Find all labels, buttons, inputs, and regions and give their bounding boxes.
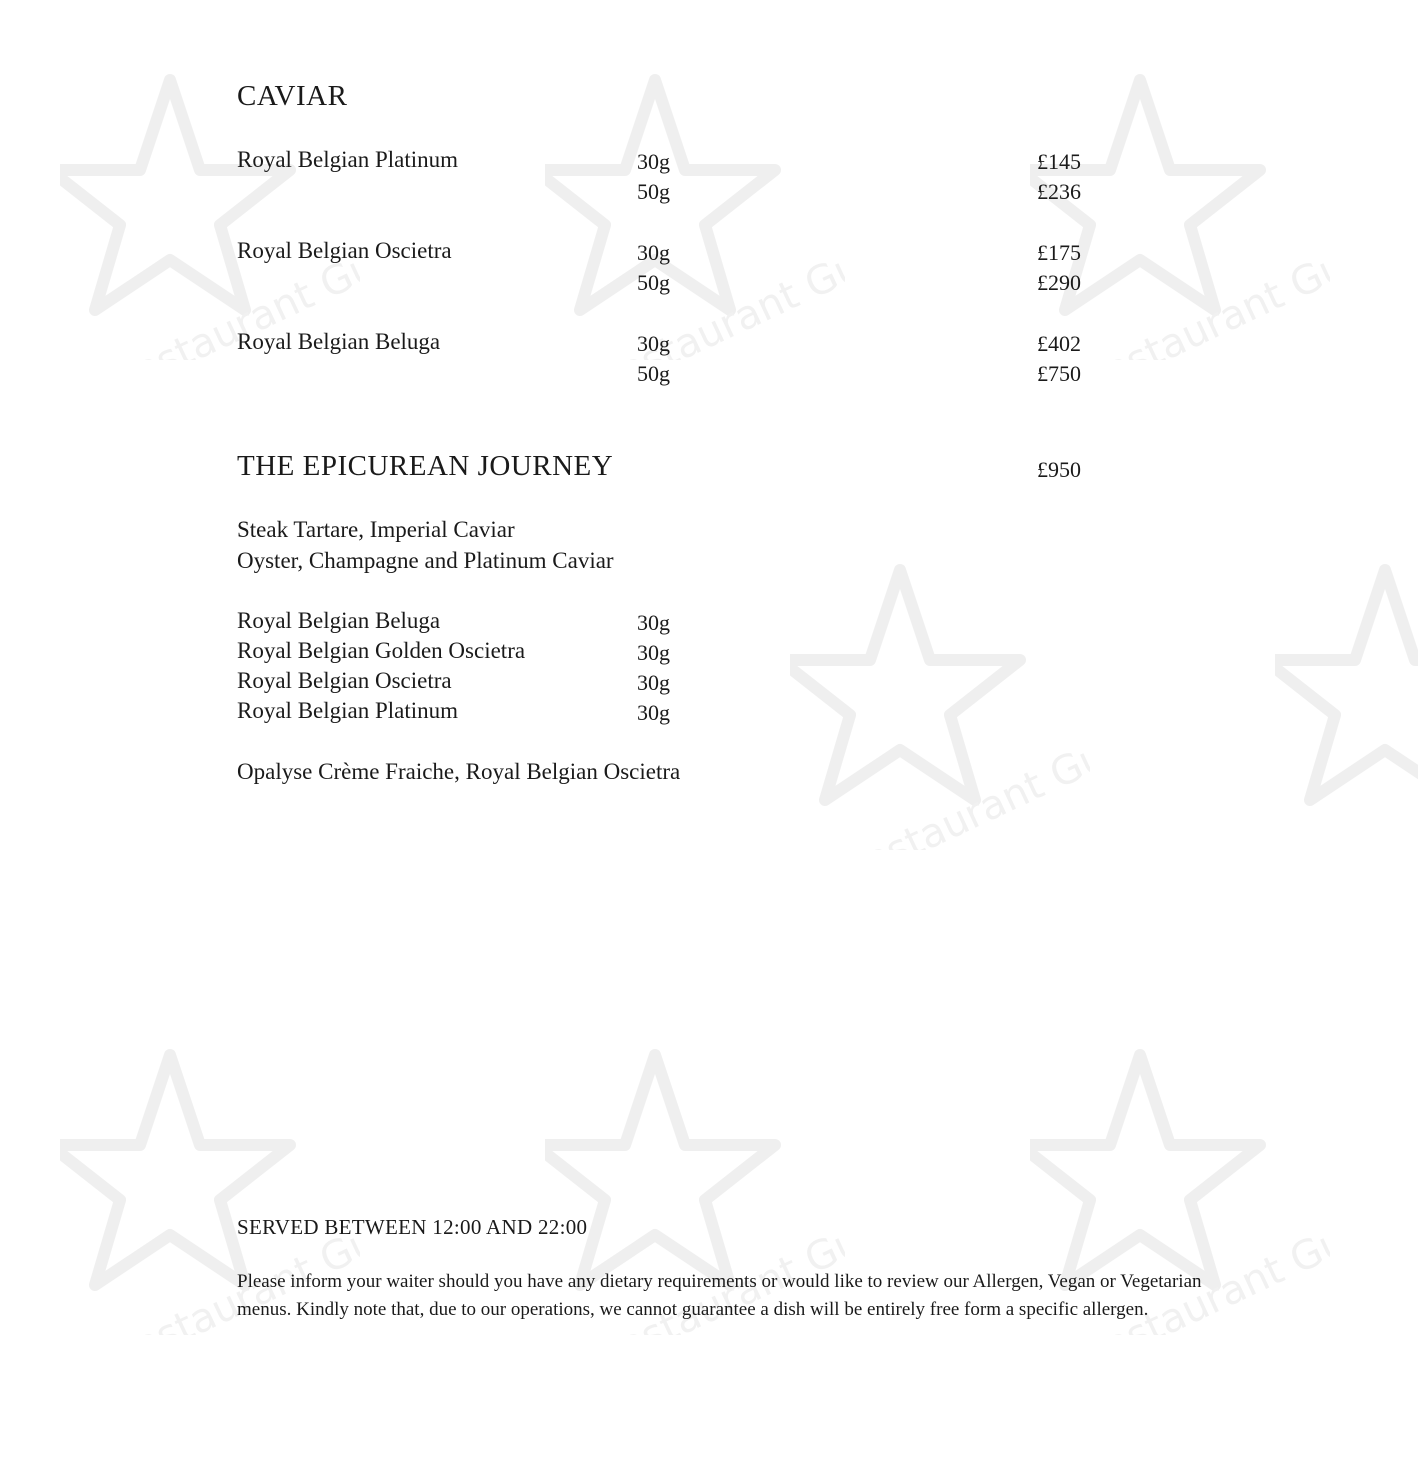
caviar-item-name: Royal Belgian Beluga	[237, 329, 441, 354]
caviar-price: £175	[1037, 240, 1081, 265]
journey-tasting-name: Royal Belgian Oscietra	[237, 668, 452, 693]
caviar-weight: 50g	[637, 361, 670, 386]
journey-starter: Oyster, Champagne and Platinum Caviar	[237, 548, 614, 573]
journey-tasting-weight: 30g	[637, 670, 670, 695]
journey-tasting-name: Royal Belgian Platinum	[237, 698, 459, 723]
caviar-item-name: Royal Belgian Oscietra	[237, 238, 452, 263]
journey-heading: THE EPICUREAN JOURNEY	[237, 450, 614, 482]
journey-tasting-name: Royal Belgian Beluga	[237, 608, 441, 633]
caviar-price: £402	[1037, 331, 1081, 356]
journey-finale: Opalyse Crème Fraiche, Royal Belgian Oscietra	[237, 759, 681, 784]
served-hours: SERVED BETWEEN 12:00 AND 22:00	[237, 1215, 588, 1239]
journey-starter: Steak Tartare, Imperial Caviar	[237, 517, 515, 542]
watermark-text: Restaurant Guru	[832, 714, 1090, 850]
journey-tasting-weight: 30g	[637, 700, 670, 725]
watermark-text: Restaurant Guru	[102, 224, 360, 360]
journey-tasting-weight: 30g	[637, 640, 670, 665]
caviar-weight: 30g	[637, 331, 670, 356]
caviar-price: £236	[1037, 179, 1081, 204]
allergen-note: Please inform your waiter should you have any dietary requirements or would like to review our Allergen, Vegan or Vegetarian menus. Kindly note that, due to our operations, we cannot guarantee a dish will be entirely free form a specific allergen.	[237, 1271, 1202, 1320]
caviar-price: £290	[1037, 270, 1081, 295]
caviar-item-name: Royal Belgian Platinum	[237, 147, 459, 172]
watermark-text: Restaurant Guru	[587, 1199, 845, 1335]
watermark-text: Restaurant Guru	[1072, 1199, 1330, 1335]
caviar-weight: 30g	[637, 240, 670, 265]
journey-tasting-weight: 30g	[637, 610, 670, 635]
watermark-text: Restaurant Guru	[587, 224, 845, 360]
watermark-text: Restaurant Guru	[102, 1199, 360, 1335]
caviar-weight: 30g	[637, 149, 670, 174]
journey-tasting-name: Royal Belgian Golden Oscietra	[237, 638, 526, 663]
caviar-heading: CAVIAR	[237, 80, 348, 112]
watermark-text: Restaurant Guru	[1072, 224, 1330, 360]
caviar-weight: 50g	[637, 179, 670, 204]
caviar-price: £750	[1037, 361, 1081, 386]
caviar-price: £145	[1037, 149, 1081, 174]
journey-price: £950	[1037, 457, 1081, 482]
caviar-weight: 50g	[637, 270, 670, 295]
